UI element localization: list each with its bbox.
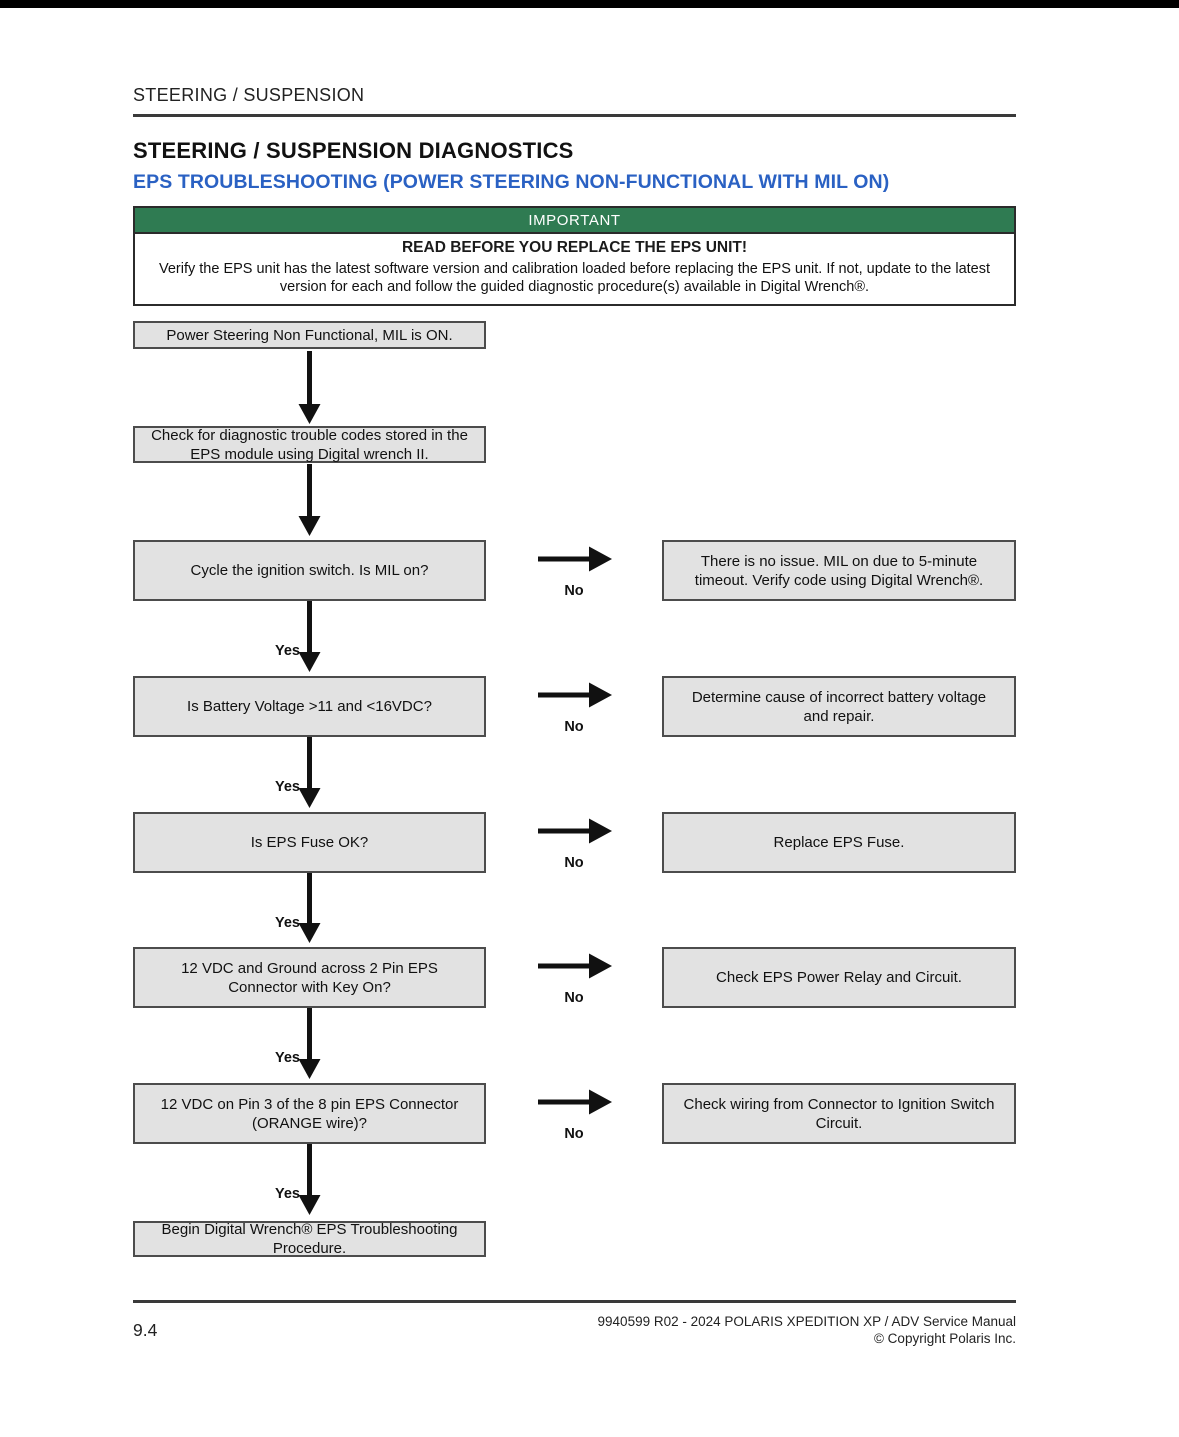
flow-result-power-relay: Check EPS Power Relay and Circuit. — [662, 947, 1016, 1008]
yes-label: Yes — [275, 915, 300, 931]
running-header: STEERING / SUSPENSION — [133, 85, 365, 105]
flow-result-no-issue: There is no issue. MIL on due to 5-minute timeout. Verify code using Digital Wrench®. — [662, 540, 1016, 601]
arrow-right — [538, 1090, 612, 1115]
footer-manual-title: 9940599 R02 - 2024 POLARIS XPEDITION XP / ADV Service Manual — [597, 1314, 1016, 1329]
flow-step-2pin-connector: 12 VDC and Ground across 2 Pin EPS Connector with Key On? — [133, 947, 486, 1008]
arrow-right — [538, 819, 612, 844]
flow-result-ignition-wiring: Check wiring from Connector to Ignition Switch Circuit. — [662, 1083, 1016, 1144]
flow-step-eps-fuse: Is EPS Fuse OK? — [133, 812, 486, 873]
arrow-right — [538, 954, 612, 979]
yes-label: Yes — [275, 1050, 300, 1066]
no-label: No — [564, 583, 584, 599]
flow-step-start: Power Steering Non Functional, MIL is ON. — [133, 321, 486, 349]
arrow-down — [299, 601, 321, 672]
flow-step-battery-voltage: Is Battery Voltage >11 and <16VDC? — [133, 676, 486, 737]
arrow-right — [538, 547, 612, 572]
no-label: No — [564, 990, 584, 1006]
important-text: Verify the EPS unit has the latest software version and calibration loaded before replacing the EPS unit. If not, update to the latest version for each and follow the guided diagnostic procedure(s) available in Digital Wrench®. — [158, 261, 991, 295]
arrow-down — [299, 1144, 321, 1215]
arrow-down — [299, 1008, 321, 1079]
flow-result-battery-repair: Determine cause of incorrect battery voltage and repair. — [662, 676, 1016, 737]
footer-copyright: © Copyright Polaris Inc. — [873, 1330, 1016, 1346]
arrow-down — [299, 737, 321, 808]
flow-step-check-codes: Check for diagnostic trouble codes stored in the EPS module using Digital wrench II. — [133, 426, 486, 463]
yes-label: Yes — [275, 779, 300, 795]
arrow-down — [299, 873, 321, 943]
yes-label: Yes — [275, 643, 300, 659]
flow-result-replace-fuse: Replace EPS Fuse. — [662, 812, 1016, 873]
page-title: STEERING / SUSPENSION DIAGNOSTICS — [133, 138, 574, 163]
page-number: 9.4 — [133, 1320, 158, 1340]
arrow-right — [538, 683, 612, 708]
important-heading: READ BEFORE YOU REPLACE THE EPS UNIT! — [401, 239, 748, 256]
flow-step-8pin-connector: 12 VDC on Pin 3 of the 8 pin EPS Connector (ORANGE wire)? — [133, 1083, 486, 1144]
arrow-down — [299, 351, 321, 424]
flow-step-cycle-ignition: Cycle the ignition switch. Is MIL on? — [133, 540, 486, 601]
important-callout-header: IMPORTANT — [135, 208, 1014, 234]
no-label: No — [564, 1126, 584, 1142]
arrow-down — [299, 464, 321, 536]
yes-label: Yes — [275, 1186, 300, 1202]
page-subtitle: EPS TROUBLESHOOTING (POWER STEERING NON-FUNCTIONAL WITH MIL ON) — [133, 171, 890, 193]
flow-step-end: Begin Digital Wrench® EPS Troubleshooting Procedure. — [133, 1221, 486, 1257]
no-label: No — [564, 719, 584, 735]
no-label: No — [564, 855, 584, 871]
